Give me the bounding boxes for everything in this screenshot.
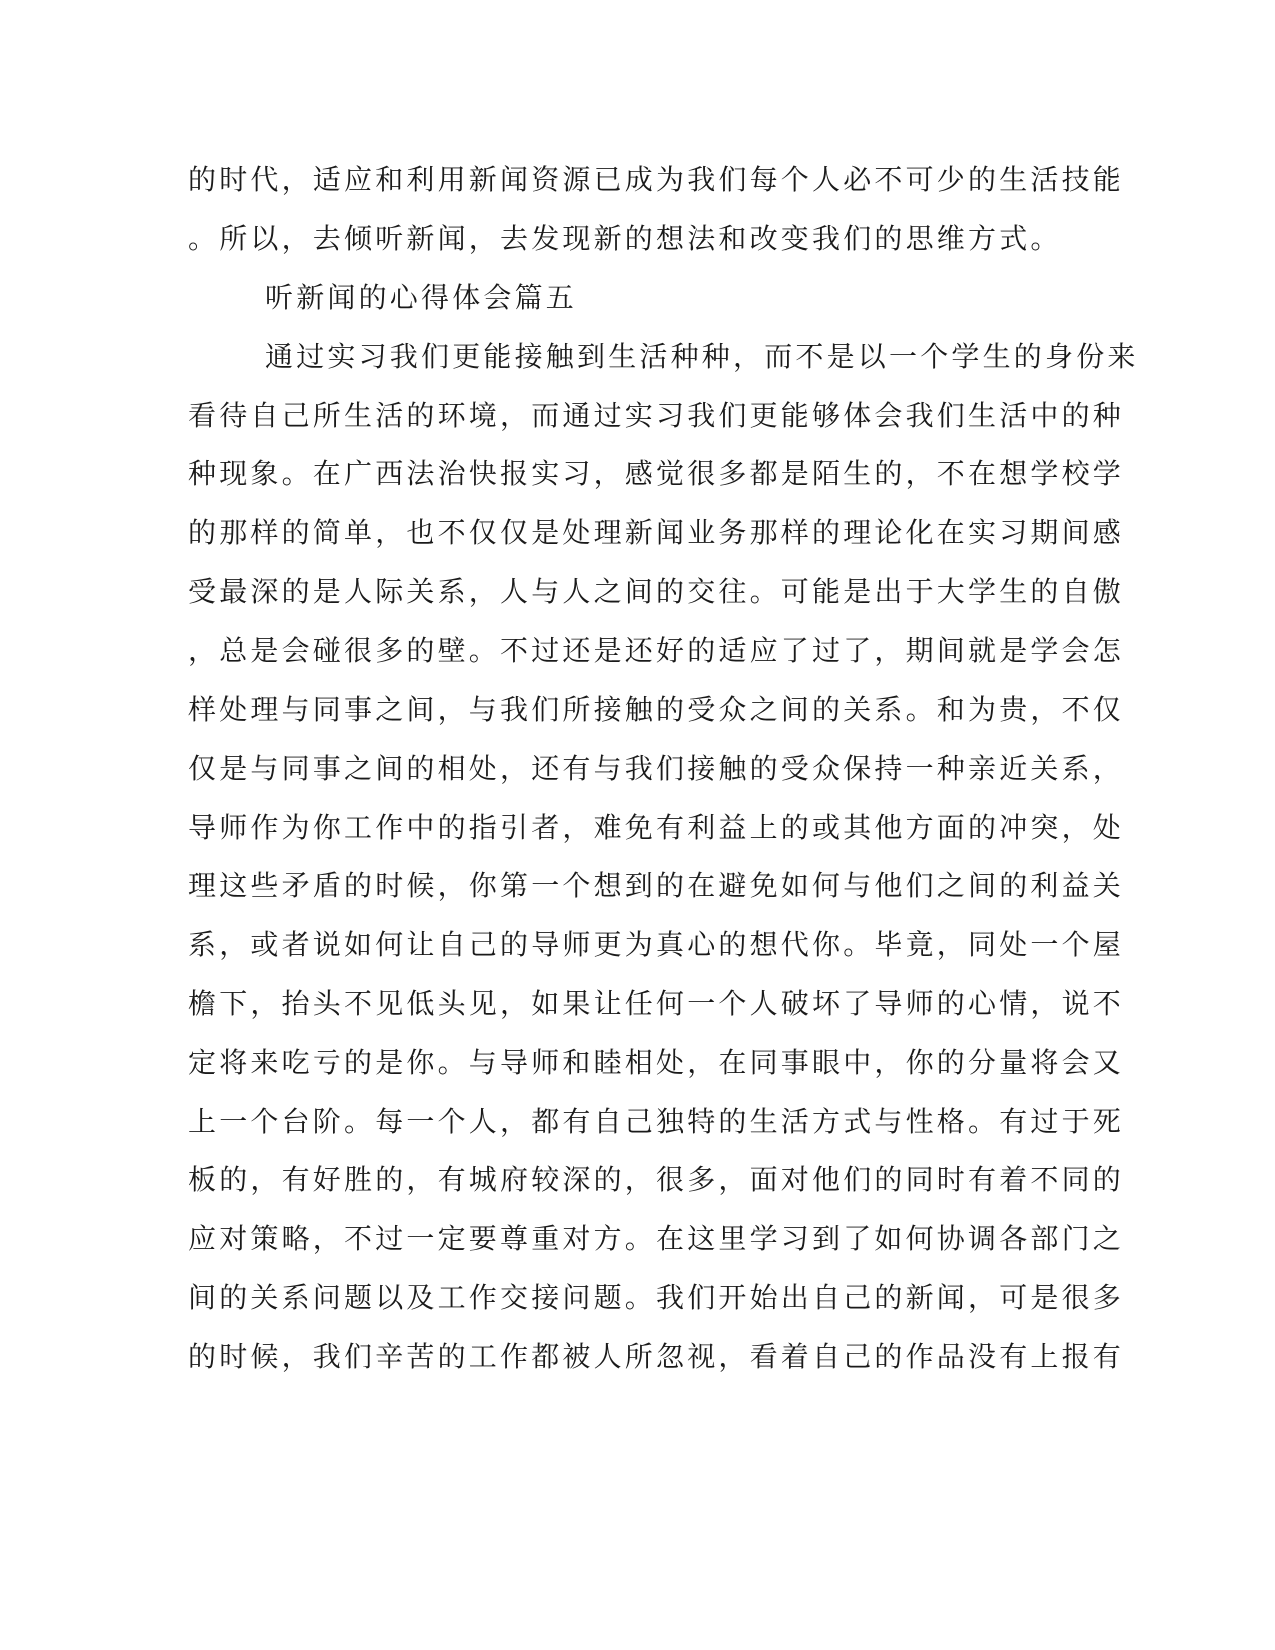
text-line: 上一个台阶。每一个人，都有自己独特的生活方式与性格。有过于死 <box>188 1105 1125 1138</box>
text-line: 受最深的是人际关系，人与人之间的交往。可能是出于大学生的自傲 <box>188 575 1125 608</box>
text-line: 样处理与同事之间，与我们所接触的受众之间的关系。和为贵，不仅 <box>188 693 1125 726</box>
text-line: ，总是会碰很多的壁。不过还是还好的适应了过了，期间就是学会怎 <box>188 634 1125 667</box>
text-line: 的时候，我们辛苦的工作都被人所忽视，看着自己的作品没有上报有 <box>188 1340 1125 1373</box>
text-line: 通过实习我们更能接触到生活种种，而不是以一个学生的身份来 <box>265 340 1139 373</box>
text-line: 檐下，抬头不见低头见，如果让任何一个人破坏了导师的心情，说不 <box>188 987 1125 1020</box>
section-heading: 听新闻的心得体会篇五 <box>265 281 578 314</box>
text-line: 板的，有好胜的，有城府较深的，很多，面对他们的同时有着不同的 <box>188 1163 1125 1196</box>
text-line: 理这些矛盾的时候，你第一个想到的在避免如何与他们之间的利益关 <box>188 869 1125 902</box>
text-line: 。所以，去倾听新闻，去发现新的想法和改变我们的思维方式。 <box>188 222 1062 255</box>
text-line: 系，或者说如何让自己的导师更为真心的想代你。毕竟，同处一个屋 <box>188 928 1125 961</box>
text-line: 看待自己所生活的环境，而通过实习我们更能够体会我们生活中的种 <box>188 399 1125 432</box>
text-line: 种现象。在广西法治快报实习，感觉很多都是陌生的，不在想学校学 <box>188 457 1125 490</box>
text-line: 导师作为你工作中的指引者，难免有利益上的或其他方面的冲突，处 <box>188 811 1125 844</box>
text-line: 定将来吃亏的是你。与导师和睦相处，在同事眼中，你的分量将会又 <box>188 1046 1125 1079</box>
text-line: 的那样的简单，也不仅仅是处理新闻业务那样的理论化在实习期间感 <box>188 516 1125 549</box>
text-line: 间的关系问题以及工作交接问题。我们开始出自己的新闻，可是很多 <box>188 1281 1125 1314</box>
text-line: 仅是与同事之间的相处，还有与我们接触的受众保持一种亲近关系， <box>188 752 1125 785</box>
text-line: 应对策略，不过一定要尊重对方。在这里学习到了如何协调各部门之 <box>188 1222 1125 1255</box>
text-line: 的时代，适应和利用新闻资源已成为我们每个人必不可少的生活技能 <box>188 163 1125 196</box>
